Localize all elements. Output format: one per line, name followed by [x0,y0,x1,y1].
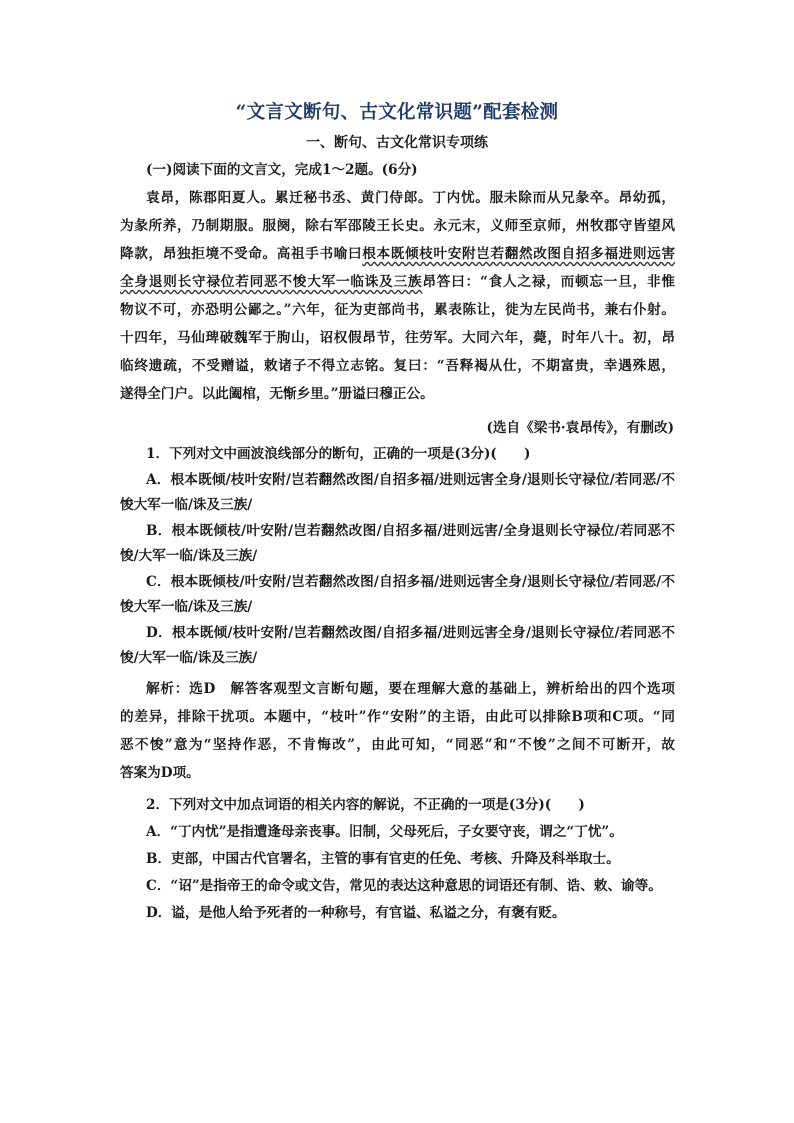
passage-source: (选自《梁书·袁昂传》，有删改) [486,420,674,436]
question-1-option-c-cont: 悛大军一临/诛及三族/ [120,599,253,615]
question-1-option-b-cont: 悛/大军一临/诛及三族/ [120,548,258,564]
question-1-analysis: 答案为D项。 [120,765,200,781]
reading-instruction: (一)阅读下面的文言文，完成1～2题。(6分) [146,162,418,178]
question-2-option-c: C．“诏”是指帝王的命令或文告，常见的表达这种意思的词语还有制、诰、敕、谕等。 [146,878,662,894]
passage-line: 十四年，马仙琕破魏军于朐山，诏权假昂节，往劳军。大同六年，薨，时年八十。初，昂 [120,330,675,346]
passage-line: 全身退则长守禄位若同恶不悛大军一临诛及三族昂答曰：“食人之禄，而顿忘一旦，非惟 [120,274,675,290]
question-1-option-d-cont: 悛/大军一临/诛及三族/ [120,650,258,666]
question-1-option-d: D．根本既倾/枝叶安附/岂若翻然改图/自招多福/进则远害全身/退则长守禄位/若同恶不 [146,625,675,641]
passage-line: 遂得全门户。以此阖棺，无惭乡里。”册谥曰穆正公。 [120,386,434,402]
passage-line: 袁昂，陈郡阳夏人。累迁秘书丞、黄门侍郎。丁内忧。服未除而从兄彖卒。昂幼孤， [146,190,675,206]
question-2-option-d: D．谥，是他人给予死者的一种称号，有官谥、私谥之分，有褒有贬。 [146,905,566,921]
question-1-analysis: 的差异，排除干扰项。本题中，“枝叶”作“安附”的主语，由此可以排除B项和C项。“同 [120,709,675,725]
question-2-stem: 2．下列对文中加点词语的相关内容的解说，不正确的一项是(3分)( ) [146,797,585,813]
question-1-option-a-cont: 悛大军一临/诛及三族/ [120,497,253,513]
question-1-option-b: B．根本既倾枝/叶安附/岂若翻然改图/自招多福/进则远害/全身退则长守禄位/若同恶不 [146,523,675,539]
passage-line: 临终遗疏，不受赠谥，敕诸子不得立志铭。复曰：“吾释褐从仕，不期富贵，幸遇殊恩， [120,358,675,374]
question-2-option-a: A．“丁内忧”是指遭逢母亲丧事。旧制，父母死后，子女要守丧，谓之“丁忧”。 [146,824,623,840]
passage-line [120,244,675,264]
passage-line-plain: 降款，昂独拒境不受命。高祖手书喻曰根本既倾枝叶安附岂若翻然改图自招多福进则远害 [120,246,676,262]
page-title: “文言文断句、古文化常识题”配套检测 [235,102,559,123]
question-1-stem: 1．下列对文中画波浪线部分的断句，正确的一项是(3分)( ) [146,446,531,462]
wavy-underlined-segment: 根本既倾枝叶安附岂若翻然改图自招多福进则远害 [362,246,676,262]
question-2-option-b: B．吏部，中国古代官署名，主管的事有官吏的任免、考核、升降及科举取士。 [146,851,620,867]
wavy-underlined-segment: 全身退则长守禄位若同恶不悛大军一临诛及三族 [120,274,423,290]
passage-line: 物议不可，亦恐明公鄙之。”六年，征为吏部尚书，累表陈让，徙为左民尚书，兼右仆射。 [120,302,675,318]
question-1-analysis: 解析：选D 解答客观型文言断句题，要在理解大意的基础上，辨析给出的四个选项 [146,681,675,697]
question-1-option-c: C．根本既倾枝/叶安附/岂若翻然改图/自招多福/进则远害全身/退则长守禄位/若同恶/不 [146,574,675,590]
question-1-analysis: 恶不悛”意为“坚持作恶，不肯悔改”，由此可知，“同恶”和“不悛”之间不可断开，故 [120,737,675,753]
section-heading: 一、断句、古文化常识专项练 [306,135,488,151]
question-1-option-a: A．根本既倾/枝叶安附/岂若翻然改图/自招多福/进则远害全身/退则长守禄位/若同恶/不 [146,472,675,488]
passage-line: 为彖所养，乃制期服。服阕，除右军邵陵王长史。永元末，义师至京师，州牧郡守皆望风 [120,218,675,234]
